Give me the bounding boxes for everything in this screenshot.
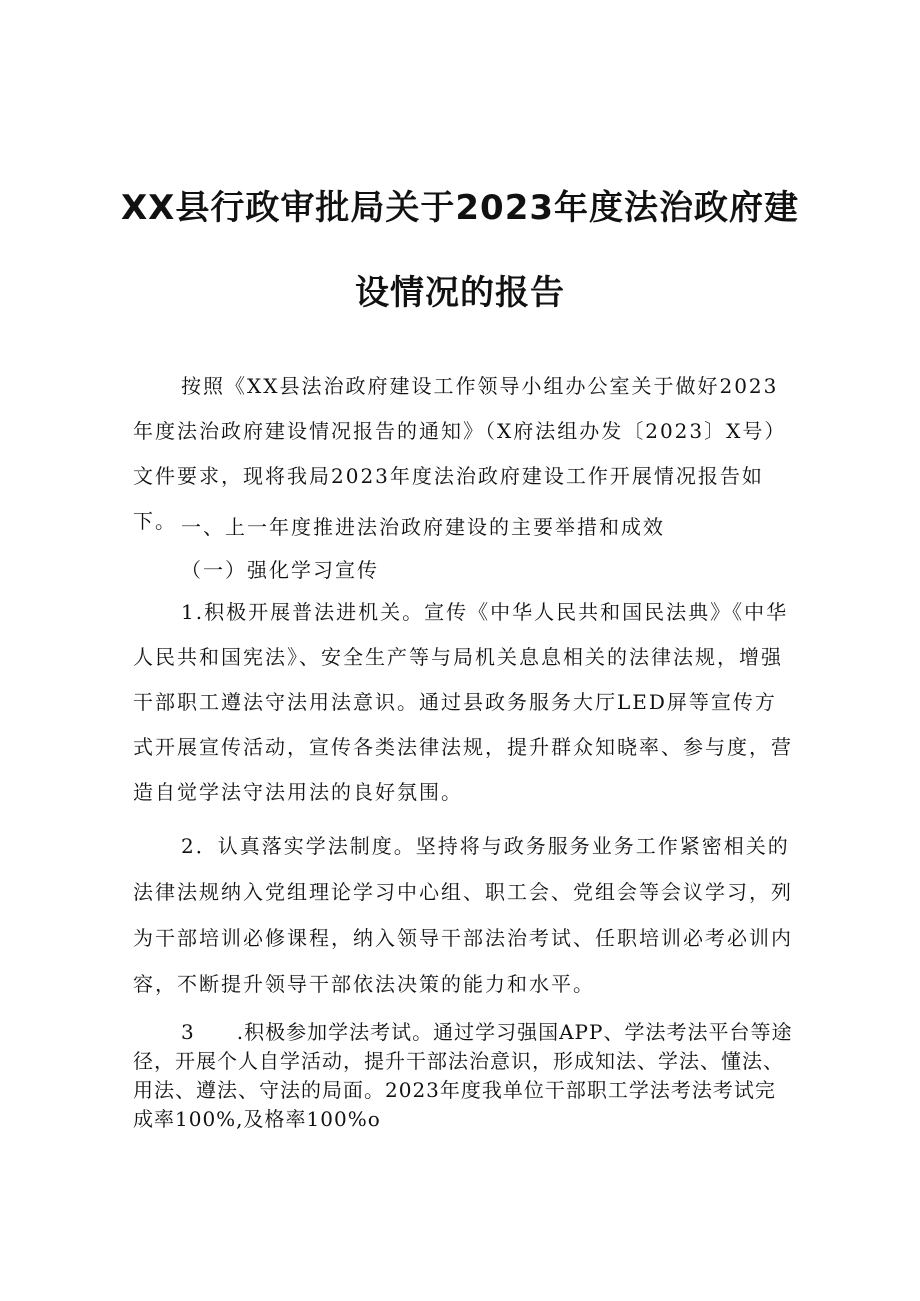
list-item-2: 2．认真落实学法制度。坚持将与政务服务业务工作紧密相关的法律法规纳入党组理论学习中心组、职工会、党组会等会议学习，列为干部培训必修课程，纳入领导干部法治考试、任职培训必考必训内容，不断提升领导干部依法决策的能力和水平。 <box>133 834 793 996</box>
document-title-line-1: XX县行政审批局关于2023年度法治政府建 <box>120 188 800 228</box>
list-item-3: 3 .积极参加学法考试。通过学习强国APP、学法考法平台等途径，开展个人自学活动，提升干部法治意识，形成知法、学法、懂法、用法、遵法、守法的局面。2023年度我单位干部职工学法考法考试完成率100%,及格率100%o <box>133 1020 793 1131</box>
list-item-1: 1.积极开展普法进机关。宣传《中华人民共和国民法典》《中华人民共和国宪法》、安全生产等与局机关息息相关的法律法规，增强干部职工遵法守法用法意识。通过县政务服务大厅LED屏等宣传方式开展宣传活动，宣传各类法律法规，提升群众知晓率、参与度，营造自觉学法守法用法的良好氛围。 <box>133 600 793 804</box>
subsection-heading: （一）强化学习宣传 <box>181 558 379 582</box>
document-title-line-2: 设情况的报告 <box>355 273 565 313</box>
intro-paragraph: 按照《XX县法治政府建设工作领导小组办公室关于做好2023年度法治政府建设情况报告的通知》（X府法组办发〔2023〕X号）文件要求，现将我局2023年度法治政府建设工作开展情况报告如下。 <box>133 374 787 533</box>
section-heading: 一、上一年度推进法治政府建设的主要举措和成效 <box>181 515 665 539</box>
